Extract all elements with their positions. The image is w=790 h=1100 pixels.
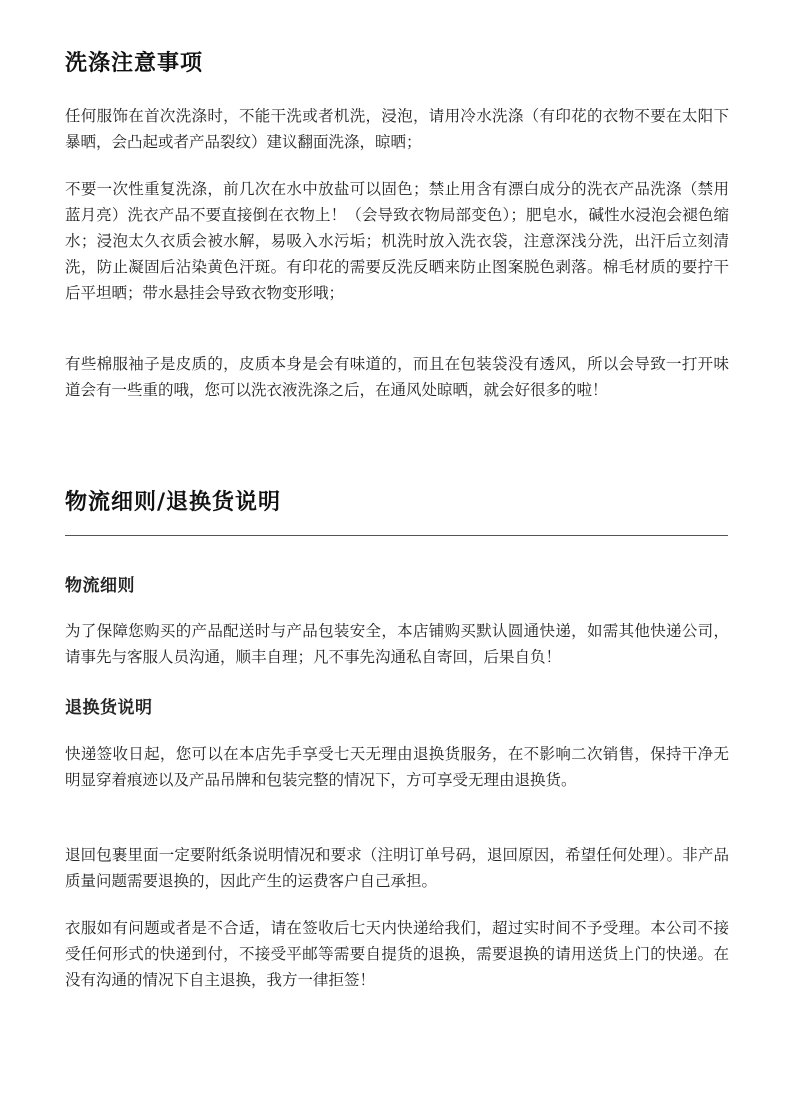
washing-instructions-title: 洗涤注意事项 <box>65 51 204 76</box>
returns-heading: 退换货说明 <box>65 698 153 718</box>
logistics-text: 为了保障您购买的产品配送时与产品包装安全，本店铺购买默认圆通快递，如需其他快递公司，请事先与客服人员沟通，顺丰自理；凡不事先沟通私自寄回，后果自负！ <box>65 622 729 666</box>
returns-paragraph-2: 退回包裹里面一定要附纸条说明情况和要求（注明订单号码，退回原因，希望任何处理）。非产品质量问题需要退换的，因此产生的运费客户自己承担。 <box>65 846 729 890</box>
washing-paragraph-1: 任何服饰在首次洗涤时，不能干洗或者机洗，浸泡，请用冷水洗涤（有印花的衣物不要在太阳下暴晒，会凸起或者产品裂纹）建议翻面洗涤，晾晒； <box>65 107 729 151</box>
returns-paragraph-1: 快递签收日起，您可以在本店先手享受七天无理由退换货服务，在不影响二次销售，保持干净无明显穿着痕迹以及产品吊牌和包装完整的情况下，方可享受无理由退换货。 <box>65 745 729 789</box>
washing-paragraph-3: 有些棉服袖子是皮质的，皮质本身是会有味道的，而且在包装袋没有透风，所以会导致一打开味道会有一些重的哦，您可以洗衣液洗涤之后，在通风处晾晒，就会好很多的啦！ <box>65 355 729 399</box>
section-divider <box>65 535 728 536</box>
returns-paragraph-3: 衣服如有问题或者是不合适，请在签收后七天内快递给我们，超过实时间不予受理。本公司不接受任何形式的快递到付，不接受平邮等需要自提货的退换，需要退换的请用送货上门的快递。在没有沟通的情况下自主退换，我方一律拒签！ <box>65 919 729 989</box>
policy-section-title: 物流细则/退换货说明 <box>65 490 282 515</box>
logistics-heading: 物流细则 <box>65 576 135 596</box>
washing-paragraph-2: 不要一次性重复洗涤，前几次在水中放盐可以固色；禁止用含有漂白成分的洗衣产品洗涤（禁用蓝月亮）洗衣产品不要直接倒在衣物上！（会导致衣物局部变色）；肥皂水，碱性水浸泡会褪色缩水；浸泡太久衣质会被水解，易吸入水污垢；机洗时放入洗衣袋，注意深浅分洗，出汗后立刻清洗，防止凝固后沾染黄色汗斑。有印花的需要反洗反晒来防止图案脱色剥落。棉毛材质的要拧干后平坦晒；带水悬挂会导致衣物变形哦； <box>65 180 729 302</box>
